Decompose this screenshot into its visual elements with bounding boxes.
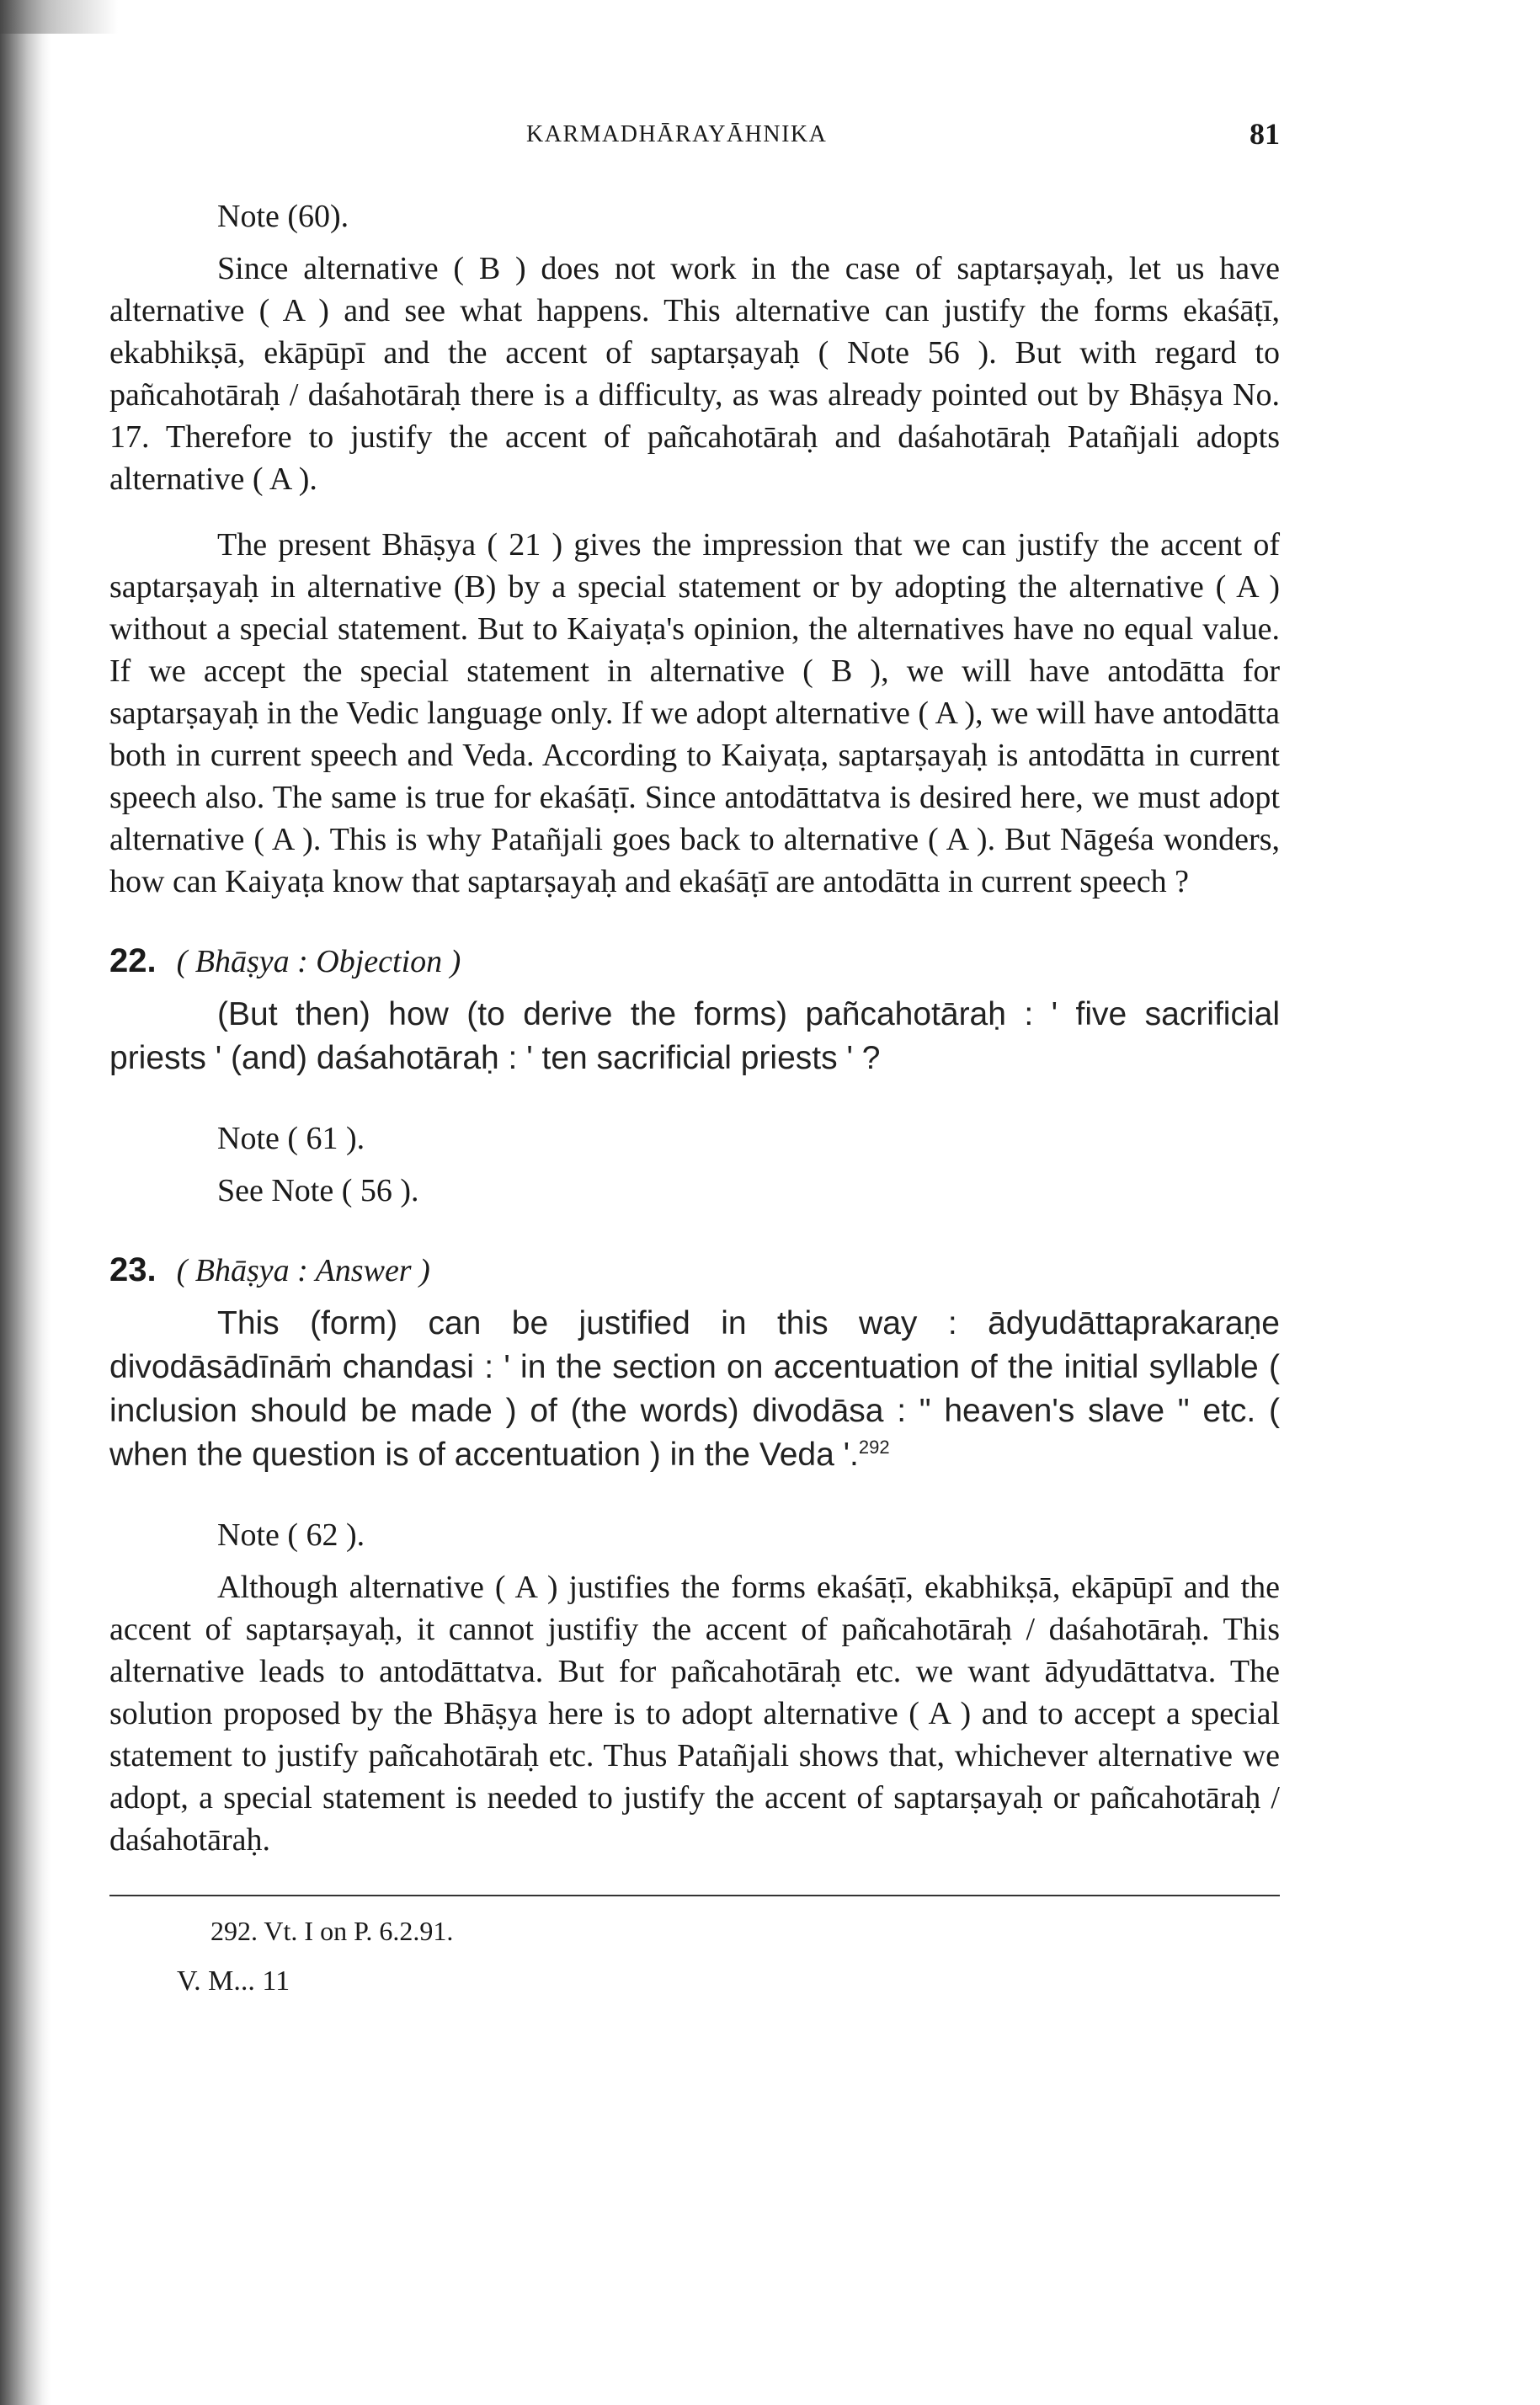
section-23-heading: ( Bhāṣya : Answer ) bbox=[176, 1253, 430, 1288]
note-60-paragraph-1: Since alternative ( B ) does not work in the case of saptarṣayaḥ, let us have alternative ( A ) and see what happens. This alternative can justify the forms ekaśāṭī, ekabhikṣā, ekāpūpī and the accent of saptarṣayaḥ ( Note 56 ). But with regard to pañcahotāraḥ / daśahotāraḥ there is a difficulty, as was already pointed out by Bhāṣya No. 17. Therefore to justify the accent of pañcahotāraḥ and daśahotāraḥ Patañjali adopts alternative ( A ). bbox=[109, 251, 1280, 497]
section-23-number: 23. bbox=[109, 1251, 157, 1288]
note-60-label: Note (60). bbox=[217, 199, 349, 234]
section-23-heading-line bbox=[109, 1249, 1280, 1292]
section-22-number: 22. bbox=[109, 942, 157, 979]
page-body bbox=[109, 195, 1280, 2001]
note-60-paragraph-2: The present Bhāṣya ( 21 ) gives the impression that we can justify the accent of saptarṣayaḥ in alternative (B) by a special statement or by adopting the alternative ( A ) without a special statement. But to Kaiyaṭa's opinion, the alternatives have no equal value. If we accept the special statement in alternative ( B ), we will have antodātta for saptarṣayaḥ in the Vedic language only. If we adopt alternative ( A ), we will have antodātta both in current speech and Veda. According to Kaiyaṭa, saptarṣayaḥ is antodātta in current speech also. The same is true for ekaśāṭī. Since antodāttatva is desired here, we must adopt alternative ( A ). This is why Patañjali goes back to alternative ( A ). But Nāgeśa wonders, how can Kaiyaṭa know that saptarṣayaḥ and ekaśāṭī are antodātta in current speech ? bbox=[109, 527, 1280, 899]
running-title: KARMADHĀRAYĀHNIKA bbox=[526, 121, 828, 147]
section-22-heading: ( Bhāṣya : Objection ) bbox=[176, 944, 461, 979]
section-22-text: (But then) how (to derive the forms) pañcahotāraḥ : ' five sacrificial priests ' (and) daśahotāraḥ : ' ten sacrificial priests ' ? bbox=[109, 996, 1280, 1076]
footnote-divider bbox=[109, 1895, 1280, 1896]
note-62-label: Note ( 62 ). bbox=[217, 1517, 365, 1553]
page-header bbox=[109, 116, 1280, 167]
scan-shadow-top bbox=[0, 0, 118, 34]
scan-shadow bbox=[0, 0, 51, 2405]
section-23-text: This (form) can be justified in this way : ādyudāttaprakaraṇe divodāsādīnāṁ chandasi : ' in the section on accentuation of the initial syllable ( inclusion should be made ) of (the words) divodāsa : " heaven's slave " etc. ( when the question is of accentuation ) in the Veda '. bbox=[109, 1305, 1280, 1473]
footnote-reference-292: 292 bbox=[858, 1437, 890, 1458]
note-62-text: Although alternative ( A ) justifies the forms ekaśāṭī, ekabhikṣā, ekāpūpī and the accent of saptarṣayaḥ, it cannot justifiy the accent of pañcahotāraḥ / daśahotāraḥ. This alternative leads to antodāttatva. But for pañcahotāraḥ etc. we want ādyudāttatva. The solution proposed by the Bhāṣya here is to adopt alternative ( A ) and to accept a special statement to justify pañcahotāraḥ etc. Thus Patañjali shows that, whichever alternative we adopt, a special statement is needed to justify the accent of saptarṣayaḥ or pañcahotāraḥ / daśahotāraḥ. bbox=[109, 1570, 1280, 1858]
signature-mark: V. M... 11 bbox=[177, 1965, 290, 1997]
page-number: 81 bbox=[1250, 117, 1280, 151]
section-23-text-line bbox=[109, 1302, 1280, 1477]
footnote-292: 292. Vt. I on P. 6.2.91. bbox=[210, 1916, 454, 1946]
section-22-heading-line bbox=[109, 940, 1280, 983]
note-61-text: See Note ( 56 ). bbox=[217, 1173, 419, 1208]
note-61-label: Note ( 61 ). bbox=[217, 1121, 365, 1156]
